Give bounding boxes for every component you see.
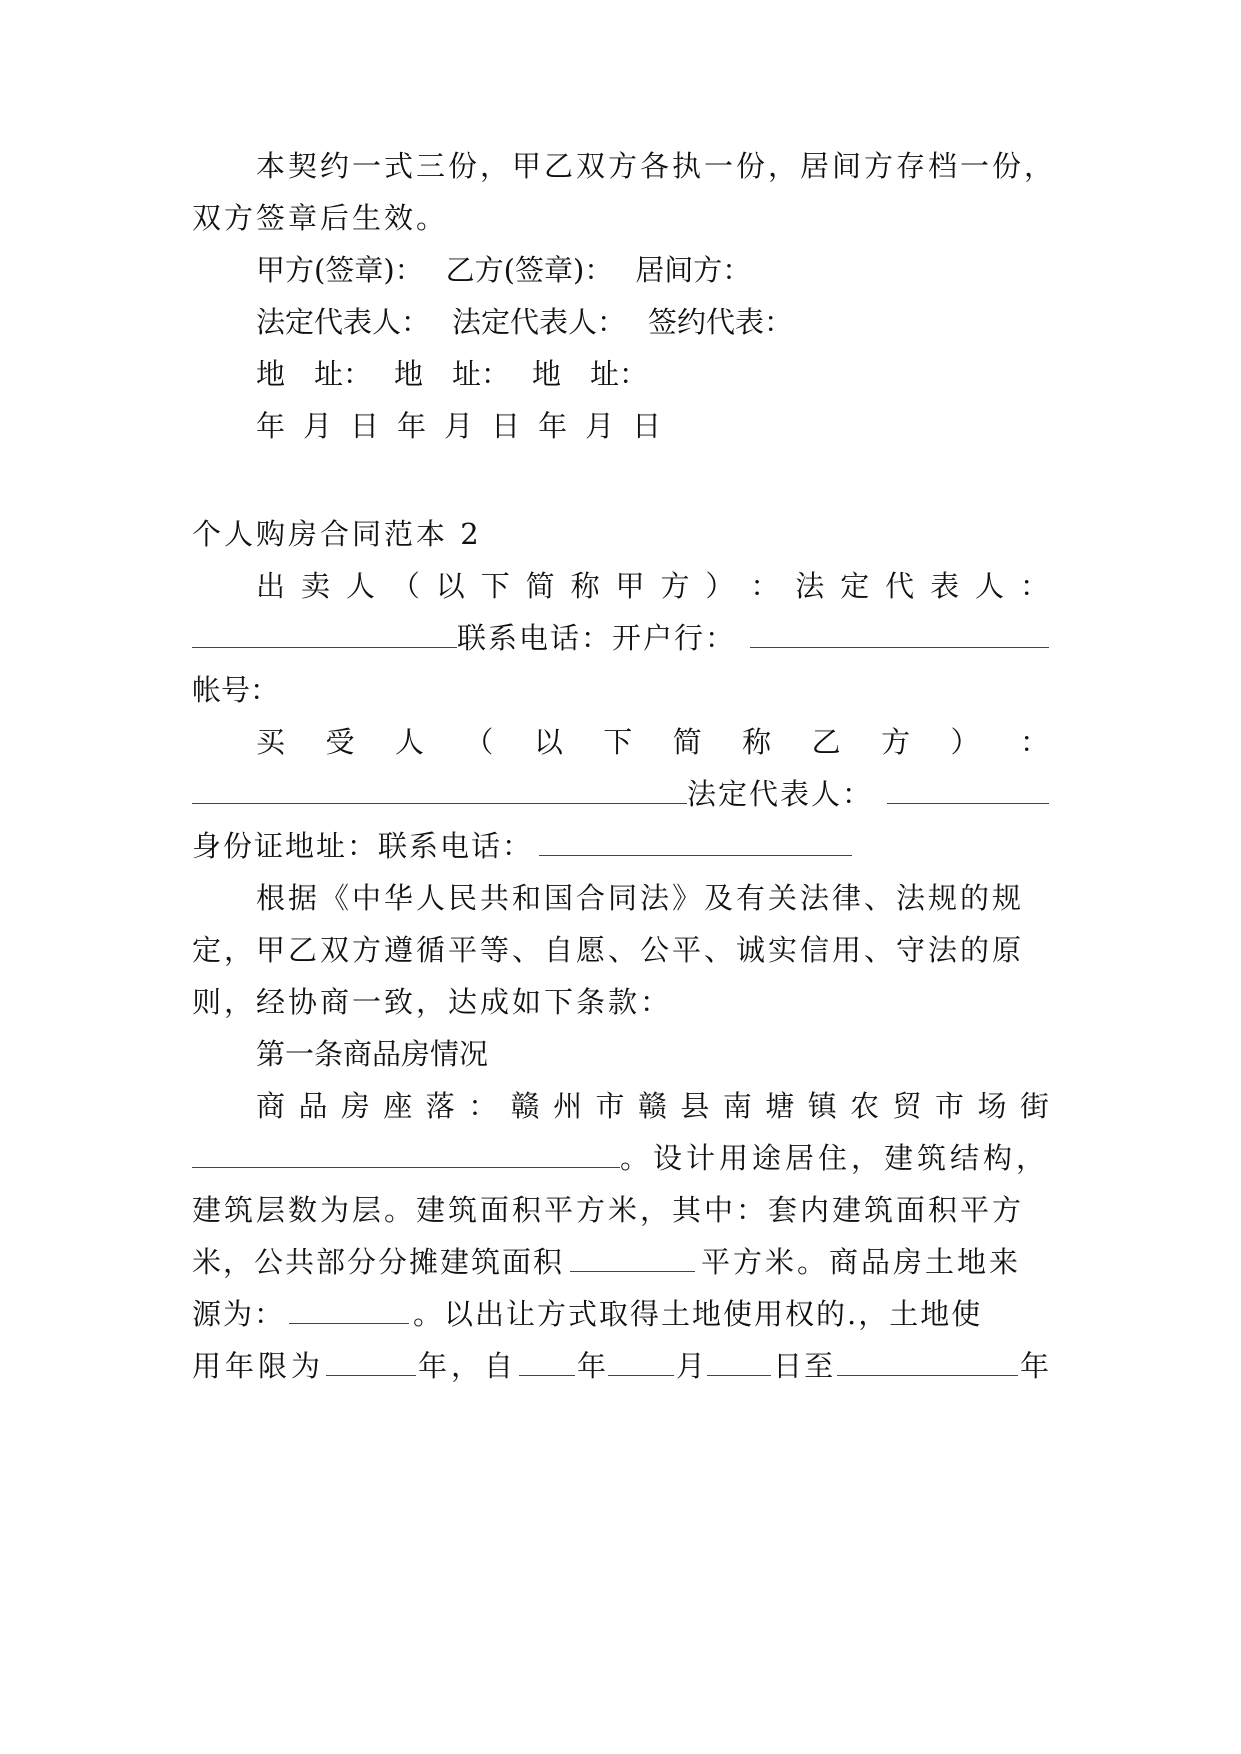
blank-field[interactable] [608,1345,674,1376]
justified-char: 称 [742,725,772,759]
justified-char: 街 [1019,1089,1049,1123]
basis-line3: 则，经协商一致，达成如下条款： [192,985,673,1019]
justified-char: 农 [850,1089,880,1123]
blank-field[interactable] [570,1241,695,1272]
paragraph-copies-line1: 本契约一式三份，甲乙双方各执一份，居间方存档一份， [256,149,1057,183]
justified-char: 下 [603,725,633,759]
justified-char: 镇 [807,1089,837,1123]
party-b-address-label: 地 址： [394,357,511,391]
justified-char: ： [750,569,780,603]
location-tail-line [192,1136,1049,1180]
location-tail: 。设计用途居住，建筑结构， [619,1141,1049,1175]
signature-row-addresses [256,352,1049,396]
land-term-line [192,1344,1049,1388]
justified-char: 定 [840,569,870,603]
justified-char: 以 [533,725,563,759]
justified-char: （ [464,725,494,759]
blank-field[interactable] [519,1345,575,1376]
broker-address-label: 地 址： [532,357,649,391]
broker-label: 居间方： [635,253,752,287]
date-char: 年 [256,409,286,443]
justified-char: 方 [660,569,690,603]
justified-char: 落 [425,1089,455,1123]
justified-char: 人 [345,569,375,603]
justified-char: 南 [722,1089,752,1123]
paragraph-copies-line2: 双方签章后生效。 [192,201,449,235]
term-b: 年，自 [418,1349,518,1383]
justified-char: 州 [553,1089,583,1123]
justified-char: 表 [930,569,960,603]
signature-row-dates [256,404,1049,448]
section-heading: 个人购房合同范本 2 [192,517,482,551]
justified-char: 贸 [892,1089,922,1123]
date-char: 日 [350,409,380,443]
justified-char: 称 [570,569,600,603]
date-char: 月 [303,409,333,443]
broker-rep-label: 签约代表： [648,305,794,339]
blank-field[interactable] [192,1137,620,1168]
date-char: 月 [585,409,615,443]
justified-char: 出 [256,569,286,603]
term-f: 年 [1019,1349,1049,1383]
basis-line2: 定，甲乙双方遵循平等、自愿、公平、诚实信用、守法的原 [192,933,1025,967]
justified-char: 赣 [510,1089,540,1123]
justified-char: 以 [435,569,465,603]
land-source-post: 。以出让方式取得土地使用权的.，土地使 [413,1297,983,1331]
date-char: 日 [632,409,662,443]
justified-char: 买 [256,725,286,759]
party-a-signature-label: 甲方(签章)： [256,253,424,287]
justified-char: 市 [595,1089,625,1123]
justified-char: 市 [935,1089,965,1123]
party-b-rep-label: 法定代表人： [452,305,627,339]
date-char: 年 [397,409,427,443]
date-char: 年 [538,409,568,443]
justified-char: 下 [480,569,510,603]
id-address-label: 身份证地址：联系电话： [192,829,534,863]
term-c: 年 [577,1349,607,1383]
justified-char: 乙 [811,725,841,759]
justified-char: 赣 [637,1089,667,1123]
justified-char: 甲 [615,569,645,603]
justified-char: 房 [340,1089,370,1123]
public-area-line [192,1240,1049,1284]
justified-char: 人 [394,725,424,759]
seller-contact-line [192,616,1049,660]
land-source-line [192,1292,1049,1336]
term-a: 用年限为 [192,1349,325,1383]
justified-char: 人 [975,569,1005,603]
public-area-post: 平方米。商品房土地来 [701,1245,1022,1279]
blank-field[interactable] [289,1293,409,1324]
term-d: 月 [676,1349,706,1383]
public-area-pre: 米，公共部分分摊建筑面积 [192,1245,565,1279]
justified-char: ） [705,569,735,603]
party-a-address-label: 地 址： [256,357,373,391]
justified-char: 塘 [765,1089,795,1123]
blank-field[interactable] [539,825,852,856]
signature-row-representatives [256,300,1049,344]
justified-char: 品 [298,1089,328,1123]
term-e: 日至 [773,1349,836,1383]
blank-field[interactable] [192,617,457,648]
blank-field[interactable] [887,773,1049,804]
seller-contact-label: 联系电话：开户行： [457,621,737,655]
justified-char: 受 [325,725,355,759]
date-char: 日 [491,409,521,443]
blank-field[interactable] [192,773,687,804]
land-source-pre: 源为： [192,1297,286,1331]
justified-char: 方 [881,725,911,759]
justified-char: （ [390,569,420,603]
floors-line: 建筑层数为层。建筑面积平方米，其中：套内建筑面积平方 [192,1193,1025,1227]
seller-line [256,564,1049,608]
id-address-line [192,824,1049,868]
justified-char: 简 [672,725,702,759]
justified-char: 县 [680,1089,710,1123]
justified-char: 场 [977,1089,1007,1123]
justified-char: ： [468,1089,498,1123]
date-char: 月 [444,409,474,443]
justified-char: 简 [525,569,555,603]
blank-field[interactable] [707,1345,771,1376]
justified-char: 卖 [300,569,330,603]
buyer-line [256,720,1049,764]
justified-char: ： [1019,569,1049,603]
party-b-signature-label: 乙方(签章)： [445,253,614,287]
justified-char: 代 [885,569,915,603]
blank-field[interactable] [750,617,1049,648]
article-1-heading: 第一条商品房情况 [256,1037,489,1071]
date-chars [256,409,679,443]
party-a-rep-label: 法定代表人： [256,305,431,339]
justified-char: 法 [795,569,825,603]
signature-row-parties [256,248,1049,292]
buyer-rep-label: 法定代表人： [687,777,874,811]
location-line [256,1084,1049,1128]
buyer-rep-line [192,772,1049,816]
blank-field[interactable] [837,1345,1018,1376]
justified-char: 商 [256,1089,286,1123]
account-line: 帐号： [192,673,280,707]
blank-field[interactable] [326,1345,416,1376]
justified-char: 座 [383,1089,413,1123]
basis-line1: 根据《中华人民共和国合同法》及有关法律、法规的规 [256,881,1025,915]
justified-char: ： [1019,725,1049,759]
justified-char: ） [950,725,980,759]
